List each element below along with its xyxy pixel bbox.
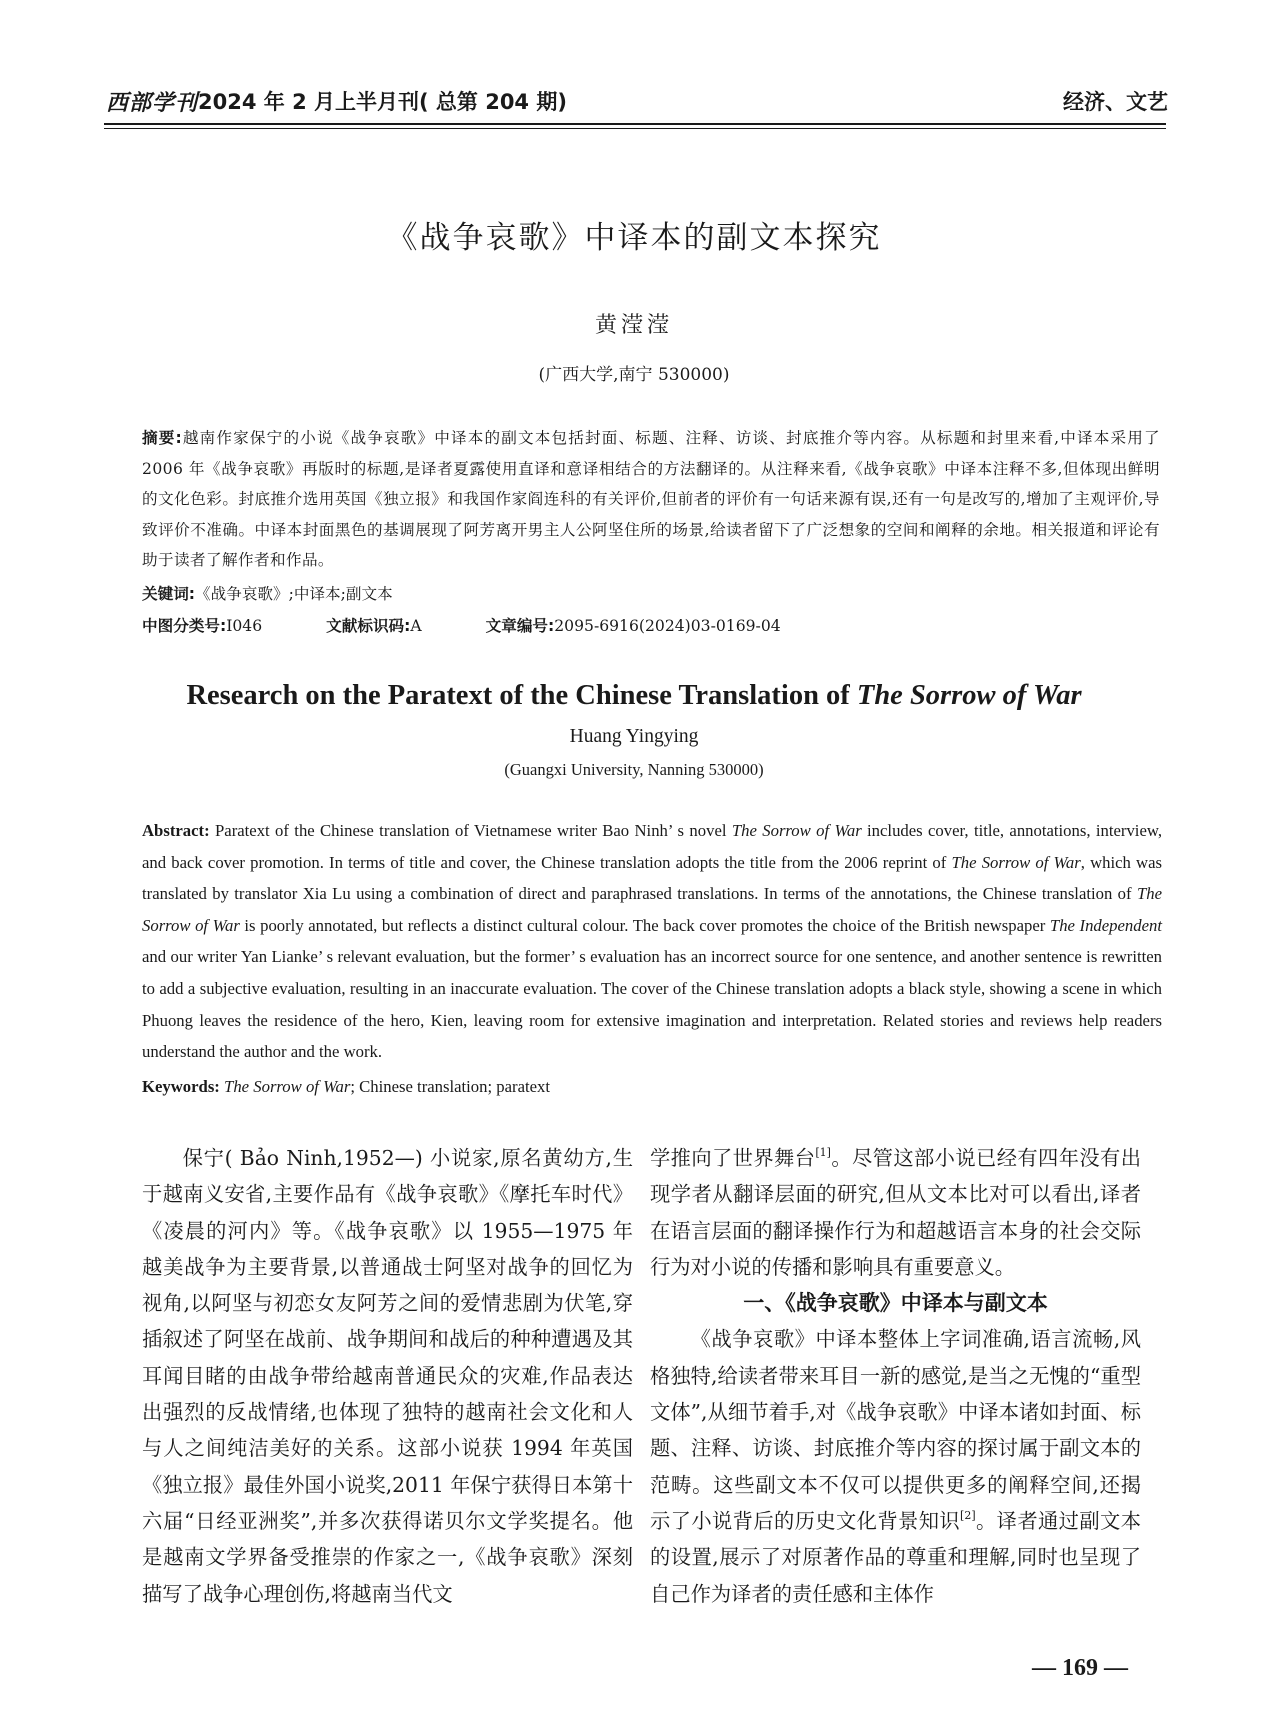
keywords-en-italic: The Sorrow of War: [224, 1077, 351, 1096]
abstract-en-text: , which was translated by translator Xia Lu using a combination of direct and paraphrased translations. In terms of the annotations, the Chinese translation of: [142, 852, 1163, 904]
keywords-en-label: Keywords:: [142, 1077, 220, 1096]
abstract-en-italic: The Sorrow of War: [731, 821, 862, 840]
author-zh: 黄滢滢: [594, 313, 673, 338]
body-text: 。尽管这部小说已经有四年没有出现学者从翻译层面的研究,但从文本比对可以看出,译者在语言层面的翻译操作行为和超越语言本身的社会交际行为对小说的传播和影响具有重要意义。: [650, 1146, 1141, 1279]
clc-label: 中图分类号:: [142, 617, 227, 635]
keywords-zh-text: 《战争哀歌》;中译本;副文本: [195, 585, 393, 603]
clc-value: I046: [226, 617, 263, 635]
header-rule-thin: [104, 128, 1166, 129]
doc-code-value: A: [410, 617, 422, 635]
keywords-zh: [142, 582, 393, 604]
abstract-en-italic: The Sorrow of War: [142, 884, 1162, 935]
abstract-zh: [142, 423, 1160, 576]
abstract-en-label: Abstract:: [142, 821, 210, 840]
keywords-en-text: ; Chinese translation; paratext: [350, 1077, 551, 1096]
affiliation-zh: (广西大学,南宁 530000): [538, 365, 730, 385]
keywords-zh-label: 关键词:: [142, 585, 196, 603]
issue-info: 2024 年 2 月上半月刊( 总第 204 期): [198, 90, 567, 114]
citation-ref: [1]: [815, 1146, 831, 1159]
abstract-en-text: Paratext of the Chinese translation of Vietnamese writer Bao Ninh’ s novel: [209, 821, 732, 840]
title-en-main: Research on the Paratext of the Chinese Translation of: [186, 680, 857, 711]
section-heading: 一、《战争哀歌》中译本与副文本: [743, 1291, 1048, 1316]
abstract-en-italic: The Sorrow of War: [951, 852, 1081, 872]
section-label: 经济、文艺: [1063, 90, 1168, 114]
abstract-en-text: is poorly annotated, but reflects a distinct cultural colour. The back cover promotes the choice of the British newspaper: [239, 915, 1050, 935]
article-no-value: 2095-6916(2024)03-0169-04: [554, 617, 781, 635]
header-rule: [104, 123, 1166, 125]
journal-logo: 西部学刊: [106, 90, 199, 116]
body-column-right: [650, 1140, 1141, 1612]
abstract-en: [142, 815, 1162, 1068]
body-text: 《战争哀歌》中译本整体上字词准确,语言流畅,风格独特,给读者带来耳目一新的感觉,是当之无愧的“重型文体”,从细节着手,对《战争哀歌》中译本诸如封面、标题、注释、访谈、封底推介等内容的探讨属于副文本的范畴。这些副文本不仅可以提供更多的阐释空间,还揭示了小说背后的历史文化背景知识: [650, 1327, 1141, 1533]
doc-code-label: 文献标识码:: [326, 617, 411, 635]
body-paragraph: [650, 1140, 1141, 1285]
classification-line: [142, 614, 781, 636]
page-number: — 169 —: [1032, 1655, 1128, 1681]
title-en-italic: The Sorrow of War: [856, 680, 1082, 711]
article-no-label: 文章编号:: [485, 617, 555, 635]
author-en: Huang Yingying: [569, 726, 699, 747]
body-text: 。译者通过副文本的设置,展示了对原著作品的尊重和理解,同时也呈现了自己作为译者的责任感和主体作: [650, 1508, 1141, 1606]
citation-ref: [2]: [960, 1508, 976, 1522]
abstract-en-italic: The Independent: [1049, 915, 1162, 935]
affiliation-en: (Guangxi University, Nanning 530000): [504, 760, 764, 779]
title-zh: 《战争哀歌》中译本的副文本探究: [386, 220, 882, 256]
body-column-left: 保宁( Bảo Ninh,1952—) 小说家,原名黄幼方,生于越南义安省,主要作品有《战争哀歌》《摩托车时代》《凌晨的河内》等。《战争哀歌》以 1955—1975 年越美战争为主要背景,以普通战士阿坚对战争的回忆为视角,以阿坚与初恋女友阿芳之间的爱情悲剧为伏笔,穿插叙述了阿坚在战前、战争期间和战后的种种遭遇及其耳闻目睹的由战争带给越南普通民众的灾难,作品表达出强烈的反战情绪,也体现了独特的越南社会文化和人与人之间纯洁美好的关系。这部小说获 1994 年英国《独立报》最佳外国小说奖,2011 年保宁获得日本第十六届“日经亚洲奖”,并多次获得诺贝尔文学奖提名。他是越南文学界备受推崇的作家之一,《战争哀歌》深刻描写了战争心理创伤,将越南当代文: [142, 1146, 633, 1606]
abstract-en-text: includes cover, title, annotations, interview, and back cover promotion. In terms of title and cover, the Chinese translation adopts the title from the 2006 reprint of: [142, 821, 1162, 872]
abstract-en-text: and our writer Yan Lianke’ s relevant evaluation, but the former’ s evaluation has an incorrect source for one sentence, and another sentence is rewritten to add a subjective evaluation, resulting in an inaccurate evaluation. The cover of the Chinese translation adopts a black style, showing a scene in which Phuong leaves the residence of the hero, Kien, leaving room for extensive imagination and interpretation. Related stories and reviews help readers understand the author and the work.: [142, 947, 1162, 1062]
abstract-zh-label: 摘要:: [142, 429, 183, 447]
title-en: [0, 680, 1268, 712]
body-paragraph: [650, 1321, 1141, 1611]
keywords-en: [142, 1077, 550, 1097]
abstract-zh-text: 越南作家保宁的小说《战争哀歌》中译本的副文本包括封面、标题、注释、访谈、封底推介等内容。从标题和封里来看,中译本采用了 2006 年《战争哀歌》再版时的标题,是译者夏露使用直译和意译相结合的方法翻译的。从注释来看,《战争哀歌》中译本注释不多,但体现出鲜明的文化色彩。封底推介选用英国《独立报》和我国作家阎连科的有关评价,但前者的评价有一句话来源有误,还有一句是改写的,增加了主观评价,导致评价不准确。中译本封面黑色的基调展现了阿芳离开男主人公阿坚住所的场景,给读者留下了广泛想象的空间和阐释的余地。相关报道和评论有助于读者了解作者和作品。: [142, 429, 1161, 569]
body-text: 学推向了世界舞台: [650, 1146, 816, 1170]
